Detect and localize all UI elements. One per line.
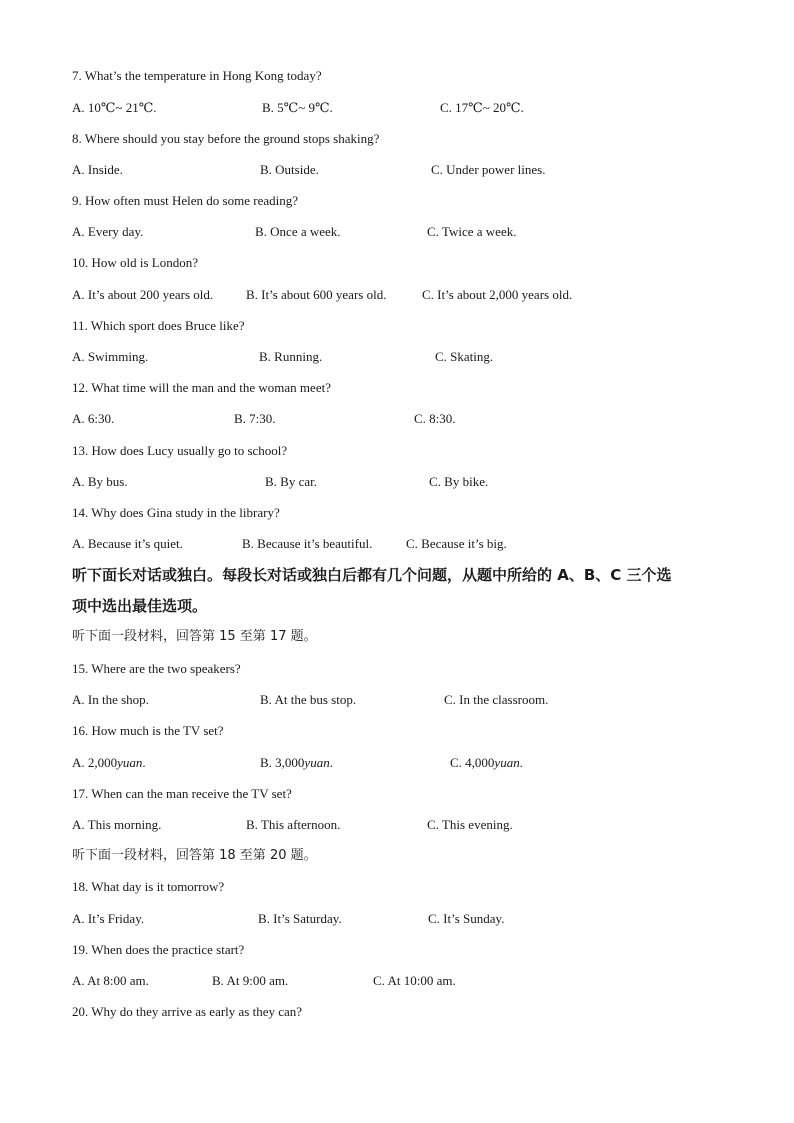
options-9 <box>72 224 672 240</box>
option-a: A. It’s Friday. <box>72 911 145 926</box>
option-c: C. Because it’s big. <box>406 536 507 551</box>
option-b: B. 5℃~ 9℃. <box>262 100 333 115</box>
question-7: 7. What’s the temperature in Hong Kong today? <box>72 68 322 83</box>
option-b: B. It’s Saturday. <box>258 911 342 926</box>
options-14 <box>72 536 672 552</box>
option-b: B. By car. <box>265 474 317 489</box>
option-c: C. 8:30. <box>414 411 456 426</box>
options-15 <box>72 692 672 708</box>
option-a: A. At 8:00 am. <box>72 973 149 988</box>
option-a: A. Because it’s quiet. <box>72 536 183 551</box>
options-8 <box>72 162 672 178</box>
question-13: 13. How does Lucy usually go to school? <box>72 443 288 458</box>
option-b: B. Because it’s beautiful. <box>242 536 373 551</box>
option-b: B. Once a week. <box>255 224 341 239</box>
option-a: A. 2,000yuan. <box>72 755 146 770</box>
option-a: A. Every day. <box>72 224 144 239</box>
option-b: B. 7:30. <box>234 411 276 426</box>
question-9: 9. How often must Helen do some reading? <box>72 193 299 208</box>
options-13 <box>72 474 672 490</box>
options-17 <box>72 817 672 833</box>
option-b: B. It’s about 600 years old. <box>246 287 387 302</box>
option-c: C. This evening. <box>427 817 513 832</box>
option-a: A. This morning. <box>72 817 162 832</box>
question-20: 20. Why do they arrive as early as they can? <box>72 1004 303 1019</box>
question-17: 17. When can the man receive the TV set? <box>72 786 292 801</box>
options-7 <box>72 100 672 116</box>
section-heading-line2: 项中选出最佳选项。 <box>72 597 208 615</box>
option-a: A. By bus. <box>72 474 128 489</box>
option-c: C. Twice a week. <box>427 224 517 239</box>
question-8: 8. Where should you stay before the ground stops shaking? <box>72 131 380 146</box>
options-12 <box>72 411 672 427</box>
question-10: 10. How old is London? <box>72 255 199 270</box>
question-16: 16. How much is the TV set? <box>72 723 224 738</box>
option-b: B. This afternoon. <box>246 817 341 832</box>
group2-instruction: 听下面一段材料，回答第 18 至第 20 题。 <box>72 848 317 863</box>
option-c: C. 17℃~ 20℃. <box>440 100 524 115</box>
currency-unit: yuan <box>494 755 520 770</box>
option-c: C. At 10:00 am. <box>373 973 456 988</box>
option-a: A. Swimming. <box>72 349 149 364</box>
option-c: C. Under power lines. <box>431 162 546 177</box>
section-heading-line1: 听下面长对话或独白。每段长对话或独白后都有几个问题，从题中所给的 A、B、C 三个选 <box>72 566 672 584</box>
option-a: A. Inside. <box>72 162 123 177</box>
option-a: A. 10℃~ 21℃. <box>72 100 157 115</box>
option-b: B. 3,000yuan. <box>260 755 333 770</box>
option-c: C. It’s Sunday. <box>428 911 505 926</box>
question-11: 11. Which sport does Bruce like? <box>72 318 245 333</box>
option-b: B. At 9:00 am. <box>212 973 289 988</box>
options-19 <box>72 973 672 989</box>
option-a: A. It’s about 200 years old. <box>72 287 214 302</box>
question-18: 18. What day is it tomorrow? <box>72 879 225 894</box>
question-15: 15. Where are the two speakers? <box>72 661 241 676</box>
options-18 <box>72 911 672 927</box>
option-b: B. At the bus stop. <box>260 692 357 707</box>
group1-instruction: 听下面一段材料，回答第 15 至第 17 题。 <box>72 629 317 644</box>
question-19: 19. When does the practice start? <box>72 942 245 957</box>
option-c: C. Skating. <box>435 349 494 364</box>
currency-unit: yuan <box>117 755 143 770</box>
question-12: 12. What time will the man and the woman meet? <box>72 380 331 395</box>
options-16 <box>72 755 672 771</box>
currency-unit: yuan <box>304 755 330 770</box>
option-b: B. Outside. <box>260 162 319 177</box>
question-14: 14. Why does Gina study in the library? <box>72 505 280 520</box>
option-c: C. It’s about 2,000 years old. <box>422 287 573 302</box>
option-c: C. By bike. <box>429 474 489 489</box>
options-10 <box>72 287 672 303</box>
option-c: C. 4,000yuan. <box>450 755 523 770</box>
option-c: C. In the classroom. <box>444 692 549 707</box>
option-a: A. 6:30. <box>72 411 115 426</box>
option-a: A. In the shop. <box>72 692 149 707</box>
option-b: B. Running. <box>259 349 323 364</box>
options-11 <box>72 349 672 365</box>
